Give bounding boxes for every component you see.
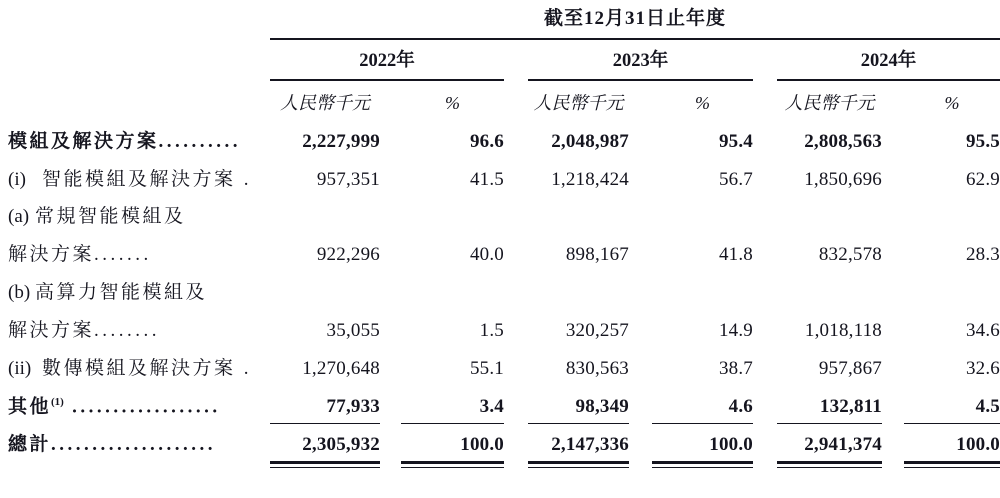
percent-cell: 32.6 (965, 357, 1000, 379)
row-label: (ii) 數傳模組及解決方案 . (8, 357, 253, 379)
row-label: (a) 常規智能模組及 (8, 206, 186, 228)
amount-cell: 132,811 (777, 388, 882, 426)
amount-cell: 1,850,696 (804, 168, 882, 190)
col-header-rmb-2023: 人民幣千元 (533, 93, 624, 114)
amount-cell: 898,167 (565, 244, 629, 266)
percent-cell: 55.1 (469, 357, 504, 379)
amount-cell: 2,808,563 (804, 130, 882, 152)
percent-cell: 100.0 (904, 426, 1000, 470)
single-rule (652, 423, 753, 424)
col-header-percent-2023: % (695, 93, 710, 114)
percent-cell: 40.0 (469, 244, 504, 266)
table-row (8, 274, 1000, 312)
double-rule (270, 461, 380, 469)
col-header-percent-2022: % (445, 93, 460, 114)
row-label: 解決方案........ (8, 320, 161, 342)
percent-cell: 56.7 (718, 168, 753, 190)
amount-cell: 922,296 (316, 244, 380, 266)
table-row (8, 388, 1000, 426)
table-row (8, 236, 1000, 274)
amount-cell: 830,563 (565, 357, 629, 379)
double-rule (652, 461, 753, 469)
double-rule (777, 461, 882, 469)
percent-cell: 100.0 (652, 426, 753, 470)
percent-cell: 95.4 (718, 130, 753, 152)
column-header-row (8, 81, 1000, 123)
single-rule (401, 423, 504, 424)
amount-cell: 77,933 (270, 388, 380, 426)
col-header-rmb-2022: 人民幣千元 (280, 93, 370, 114)
row-label: 解決方案....... (8, 244, 152, 266)
row-label: (i) 智能模組及解決方案 . (8, 168, 253, 190)
col-header-percent-2024: % (944, 93, 960, 114)
double-rule (904, 461, 1000, 469)
amount-cell: 2,941,374 (777, 426, 882, 470)
double-rule (401, 461, 504, 469)
single-rule (777, 423, 882, 424)
amount-cell: 2,305,932 (270, 426, 380, 470)
amount-cell: 98,349 (528, 388, 629, 426)
percent-cell: 1.5 (479, 320, 504, 342)
row-label: (b) 高算力智能模組及 (8, 282, 208, 304)
percent-cell: 62.9 (965, 168, 1000, 190)
amount-cell: 957,351 (316, 168, 380, 190)
row-label: 其他$^{(1)}$ .................. (8, 395, 221, 418)
amount-cell: 1,018,118 (804, 320, 882, 342)
single-rule (528, 423, 629, 424)
single-rule (904, 423, 1000, 424)
table-row (8, 198, 1000, 236)
percent-cell: 4.6 (652, 388, 753, 426)
amount-cell: 320,257 (565, 320, 629, 342)
amount-cell: 2,147,336 (528, 426, 629, 470)
percent-cell: 3.4 (401, 388, 504, 426)
table-row (8, 123, 1000, 161)
percent-cell: 41.8 (718, 244, 753, 266)
amount-cell: 832,578 (818, 244, 882, 266)
table-row-total (8, 426, 1000, 470)
percent-cell: 28.3 (965, 244, 1000, 266)
table-row (8, 350, 1000, 388)
percent-cell: 38.7 (718, 357, 753, 379)
amount-cell: 1,218,424 (551, 168, 629, 190)
col-header-rmb-2024: 人民幣千元 (784, 93, 875, 114)
percent-cell: 34.6 (965, 320, 1000, 342)
amount-cell: 1,270,648 (302, 357, 380, 379)
year-header-2023: 2023年 (528, 40, 753, 81)
percent-cell: 41.5 (469, 168, 504, 190)
amount-cell: 2,048,987 (551, 130, 629, 152)
table-row (8, 161, 1000, 199)
table-title: 截至12月31日止年度 (270, 8, 1000, 40)
amount-cell: 957,867 (818, 357, 882, 379)
percent-cell: 100.0 (401, 426, 504, 470)
year-header-2022: 2022年 (270, 40, 504, 81)
amount-cell: 35,055 (326, 320, 380, 342)
amount-cell: 2,227,999 (302, 130, 380, 152)
year-header-row (8, 40, 1000, 81)
percent-cell: 95.5 (965, 130, 1000, 152)
table-row (8, 312, 1000, 350)
percent-cell: 96.6 (469, 130, 504, 152)
year-header-2024: 2024年 (777, 40, 1000, 81)
footnote-marker: (1) (51, 395, 64, 408)
single-rule (270, 423, 380, 424)
percent-cell: 14.9 (718, 320, 753, 342)
row-label: 模組及解決方案.......... (8, 130, 242, 152)
double-rule (528, 461, 629, 469)
percent-cell: 4.5 (904, 388, 1000, 426)
table-header-title-row (8, 8, 1000, 40)
row-label: 總計.................... (8, 433, 217, 455)
